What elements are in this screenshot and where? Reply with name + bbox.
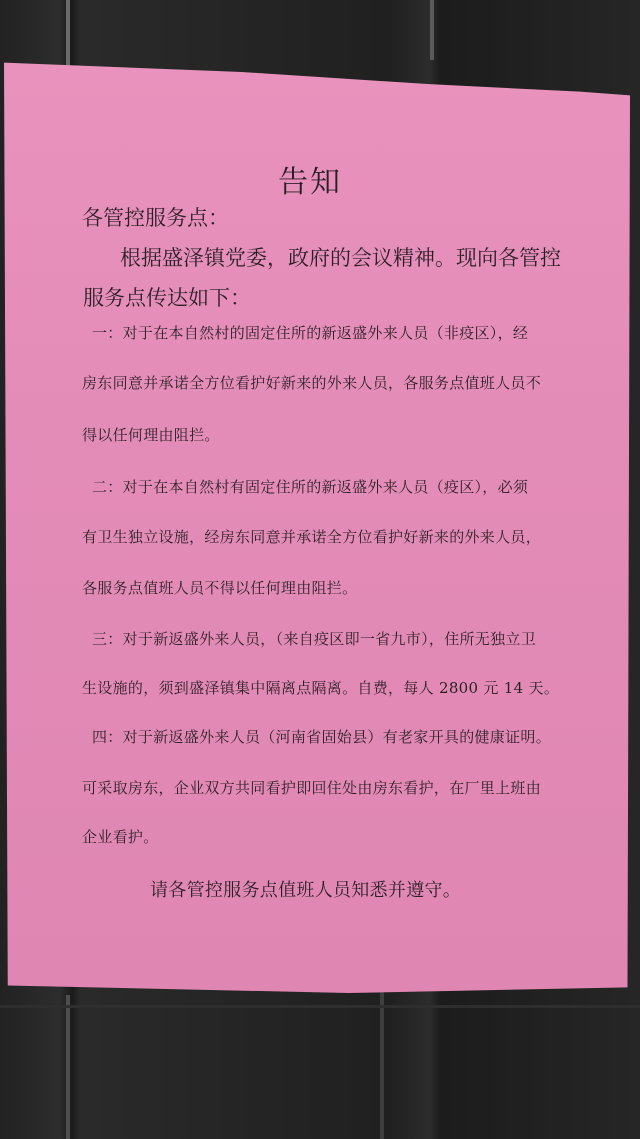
item1-line: 一：对于在本自然村的固定住所的新返盛外来人员（非疫区），经 [92,324,529,342]
item4-line: 可采取房东，企业双方共同看护即回住处由房东看护，在厂里上班由 [82,779,542,797]
item1-line: 房东同意并承诺全方位看护好新来的外来人员，各服务点值班人员不 [82,374,542,392]
item2-line: 二：对于在本自然村有固定住所的新返盛外来人员（疫区），必须 [92,478,529,496]
door-frame-strip [0,1005,640,1008]
item4-line: 企业看护。 [82,828,159,846]
door-frame-strip [66,0,70,70]
item4-line: 四：对于新返盛外来人员（河南省固始县）有老家开具的健康证明。 [92,728,552,746]
notice-title: 告知 [278,165,342,200]
notice-intro-line: 服务点传达如下： [83,286,251,310]
door-frame-strip [380,980,384,1139]
item2-line: 有卫生独立设施，经房东同意并承诺全方位看护好新来的外来人员， [82,528,542,546]
notice-intro-line: 根据盛泽镇党委，政府的会议精神。现向各管控 [120,246,561,270]
notice-addressee: 各管控服务点： [82,206,229,230]
door-frame-strip [66,995,70,1139]
door-frame-strip [430,0,434,60]
item3-line: 三：对于新返盛外来人员，（来自疫区即一省九市），住所无独立卫 [92,630,537,648]
notice-closing: 请各管控服务点值班人员知悉并遵守。 [150,880,462,901]
item3-line: 生设施的，须到盛泽镇集中隔离点隔离。自费，每人 2800 元 14 天。 [82,679,560,697]
item1-line: 得以任何理由阻拦。 [82,426,220,444]
item2-line: 各服务点值班人员不得以任何理由阻拦。 [82,579,358,597]
